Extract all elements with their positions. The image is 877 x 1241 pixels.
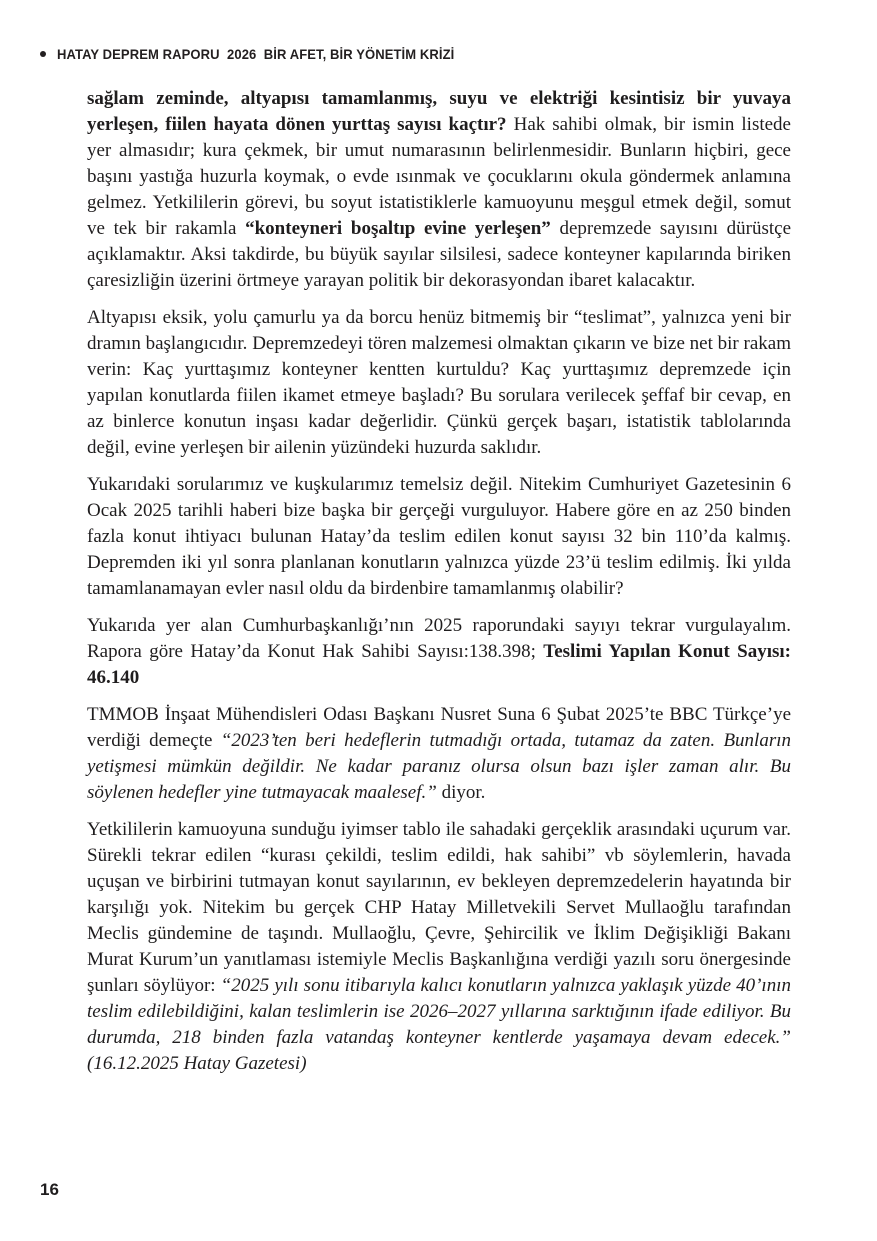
text-run: sağlam zeminde, altyapısı tamamlanmış, suyu ve elektriği kesintisiz bir yuvaya yerleşen, fiilen hayata dönen yurttaş sayısı kaçtır? — [87, 88, 791, 135]
paragraph — [87, 702, 791, 806]
paragraph — [87, 613, 791, 691]
text-run: depremzede sayısını dürüstçe açıklamaktır. Aksi takdirde, bu büyük sayılar silsilesi, sadece konteyner kapılarında biriken çaresizliğin üzerini örtmeye yarayan politik bir dekorasyondan ibaret kalacaktır. — [87, 218, 792, 291]
text-run: diyor. — [436, 782, 486, 803]
text-run: “2025 yılı sonu itibarıyla kalıcı konutların yalnızca yaklaşık yüzde 40’ının teslim edilebildiğini, kalan teslimlerin ise 2026–2027 yıllarına sarktığının ifade ediliyor. Bu durumda, 218 binden fazla vatandaş konteyner kentlerde yaşamaya devam edecek.” (16.12.2025 Hatay Gazetesi) — [87, 975, 791, 1074]
body-text — [87, 86, 791, 1077]
text-run: Altyapısı eksik, yolu çamurlu ya da borcu henüz bitmemiş bir “teslimat”, yalnızca yeni bir dramın başlangıcıdır. Depremzedeyi tören malzemesi olmaktan çıkarın ve bize net bir rakam verin: Kaç yurttaşımız konteyner kentten kurtuldu? Kaç yurttaşımız depremzede için yapılan konutlarda fiilen ikamet etmeye başladı? Bu sorulara verilecek şeffaf bir cevap, en az binlerce konutun inşası kadar değerlidir. Çünkü gerçek başarı, istatistik tablolarında değil, evine yerleşen bir ailenin yüzündeki huzurda saklıdır. — [87, 307, 791, 458]
paragraph — [87, 817, 791, 1077]
paragraph — [87, 472, 791, 602]
running-header — [40, 46, 484, 62]
text-run: TMMOB İnşaat Mühendisleri Odası Başkanı Nusret Suna 6 Şubat 2025’te BBC Türkçe’ye verdiği demeçte — [87, 704, 791, 751]
text-run: “konteyneri boşaltıp evine yerleşen” — [245, 218, 551, 239]
paragraph — [87, 305, 791, 461]
paragraph — [87, 86, 791, 294]
page-number: 16 — [40, 1180, 59, 1199]
text-run: Yukarıda yer alan Cumhurbaşkanlığı’nın 2025 raporundaki sayıyı tekrar vurgulayalım. Rapora göre Hatay’da Konut Hak Sahibi Sayısı:138.398; — [87, 615, 791, 662]
text-run: Teslimi Yapılan Konut Sayısı: 46.140 — [87, 641, 792, 688]
bullet-icon — [40, 51, 46, 57]
text-run: Yetkililerin kamuoyuna sunduğu iyimser tablo ile sahadaki gerçeklik arasındaki uçurum var. Sürekli tekrar edilen “kurası çekildi, teslim edildi, hak sahibi” vb söylemlerin, havada uçuşan ve birbirini tutmayan konut sayılarının, ev bekleyen depremzedelerin hayatında bir karşılığı yok. Nitekim bu gerçek CHP Hatay Milletvekili Servet Mullaoğlu tarafından Meclis gündemine de taşındı. Mullaoğlu, Çevre, Şehircilik ve İklim Değişikliği Bakanı Murat Kurum’un yanıtlaması istemiyle Meclis Başkanlığına verdiği yazılı soru önergesinde şunları söylüyor: — [87, 819, 791, 996]
report-header-title: HATAY DEPREM RAPORU 2026 BİR AFET, BİR YÖNETİM KRİZİ — [57, 46, 455, 62]
text-run: Hak sahibi olmak, bir ismin listede yer almasıdır; kura çekmek, bir umut numarasının belirlenmesidir. Bunların hiçbiri, gece başını yastığa huzurla koymak, o evde ısınmak ve çocuklarını okula göndermek anlamına gelmez. Yetkililerin görevi, bu soyut istatistiklerle kamuoyunu meşgul etmek değil, somut ve tek bir rakamla — [87, 114, 791, 239]
text-run: “2023’ten beri hedeflerin tutmadığı ortada, tutamaz da zaten. Bunların yetişmesi mümkün değildir. Ne kadar paranız olursa olsun bazı işler zaman alır. Bu söylenen hedefler yine tutmayacak maalesef.” — [87, 730, 792, 803]
text-run: Yukarıdaki sorularımız ve kuşkularımız temelsiz değil. Nitekim Cumhuriyet Gazetesinin 6 Ocak 2025 tarihli haberi bize başka bir gerçeği vurguluyor. Habere göre en az 250 binden fazla konut ihtiyacı bulunan Hatay’da teslim edilen konut sayısı 32 bin 110’da kalmış. Depremden iki yıl sonra planlanan konutların yalnızca yüzde 23’ü teslim edilmiş. İki yılda tamamlanamayan evler nasıl oldu da birdenbire tamamlanmış olabilir? — [87, 474, 791, 599]
